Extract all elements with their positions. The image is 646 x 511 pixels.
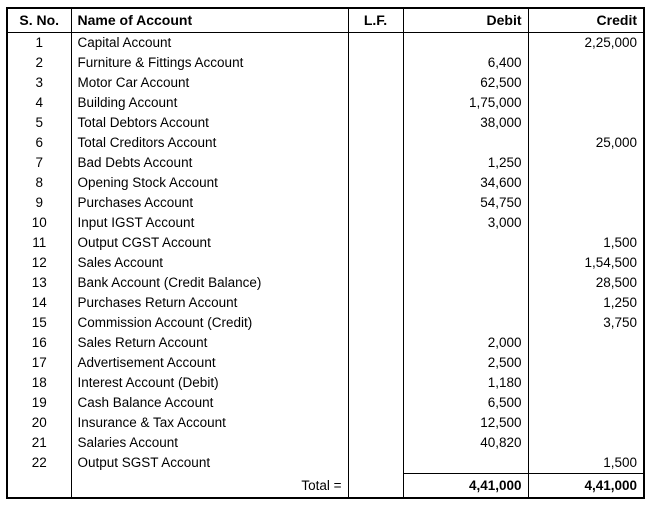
cell-lf xyxy=(348,373,403,393)
cell-credit xyxy=(528,73,644,93)
cell-account-name: Furniture & Fittings Account xyxy=(71,53,348,73)
cell-debit xyxy=(403,313,528,333)
cell-lf xyxy=(348,333,403,353)
table-row xyxy=(7,233,644,253)
cell-sno: 5 xyxy=(7,113,71,133)
cell-account-name: Bad Debts Account xyxy=(71,153,348,173)
cell-debit: 12,500 xyxy=(403,413,528,433)
cell-debit: 3,000 xyxy=(403,213,528,233)
table-row xyxy=(7,393,644,413)
table-row xyxy=(7,333,644,353)
cell-lf xyxy=(348,173,403,193)
cell-debit: 2,000 xyxy=(403,333,528,353)
cell-credit: 1,54,500 xyxy=(528,253,644,273)
table-row xyxy=(7,133,644,153)
cell-credit: 1,500 xyxy=(528,233,644,253)
cell-credit xyxy=(528,53,644,73)
table-row xyxy=(7,113,644,133)
cell-credit: 25,000 xyxy=(528,133,644,153)
cell-debit xyxy=(403,453,528,474)
cell-account-name: Sales Account xyxy=(71,253,348,273)
table-row xyxy=(7,53,644,73)
cell-account-name: Input IGST Account xyxy=(71,213,348,233)
cell-credit: 28,500 xyxy=(528,273,644,293)
cell-credit xyxy=(528,413,644,433)
table-row xyxy=(7,193,644,213)
cell-lf xyxy=(348,353,403,373)
cell-lf xyxy=(348,453,403,474)
cell-account-name: Motor Car Account xyxy=(71,73,348,93)
cell-sno: 6 xyxy=(7,133,71,153)
cell-debit xyxy=(403,293,528,313)
cell-credit: 3,750 xyxy=(528,313,644,333)
total-row xyxy=(7,474,644,499)
cell-sno: 16 xyxy=(7,333,71,353)
cell-lf xyxy=(348,193,403,213)
header-sno: S. No. xyxy=(7,8,71,33)
table-row xyxy=(7,373,644,393)
cell-sno: 8 xyxy=(7,173,71,193)
cell-debit: 2,500 xyxy=(403,353,528,373)
cell-debit xyxy=(403,133,528,153)
table-body xyxy=(7,33,644,474)
cell-sno: 18 xyxy=(7,373,71,393)
cell-sno: 10 xyxy=(7,213,71,233)
table-row xyxy=(7,33,644,54)
cell-account-name: Total Debtors Account xyxy=(71,113,348,133)
cell-account-name: Insurance & Tax Account xyxy=(71,413,348,433)
cell-lf xyxy=(348,153,403,173)
cell-debit: 34,600 xyxy=(403,173,528,193)
cell-debit: 6,400 xyxy=(403,53,528,73)
header-row xyxy=(7,8,644,33)
cell-debit xyxy=(403,233,528,253)
cell-sno: 2 xyxy=(7,53,71,73)
cell-lf xyxy=(348,73,403,93)
cell-account-name: Output CGST Account xyxy=(71,233,348,253)
cell-credit xyxy=(528,153,644,173)
cell-credit: 2,25,000 xyxy=(528,33,644,54)
table-header xyxy=(7,8,644,33)
cell-credit: 1,500 xyxy=(528,453,644,474)
cell-account-name: Commission Account (Credit) xyxy=(71,313,348,333)
table-row xyxy=(7,353,644,373)
cell-account-name: Bank Account (Credit Balance) xyxy=(71,273,348,293)
cell-account-name: Building Account xyxy=(71,93,348,113)
cell-lf xyxy=(348,313,403,333)
cell-account-name: Advertisement Account xyxy=(71,353,348,373)
cell-sno: 15 xyxy=(7,313,71,333)
table-row xyxy=(7,253,644,273)
cell-debit xyxy=(403,253,528,273)
cell-account-name: Salaries Account xyxy=(71,433,348,453)
cell-credit xyxy=(528,353,644,373)
cell-sno: 3 xyxy=(7,73,71,93)
header-debit: Debit xyxy=(403,8,528,33)
cell-sno: 12 xyxy=(7,253,71,273)
cell-lf xyxy=(348,53,403,73)
cell-credit xyxy=(528,93,644,113)
cell-sno: 19 xyxy=(7,393,71,413)
cell-account-name: Opening Stock Account xyxy=(71,173,348,193)
cell-lf xyxy=(348,213,403,233)
cell-sno: 14 xyxy=(7,293,71,313)
total-label: Total = xyxy=(71,474,348,499)
cell-lf xyxy=(348,393,403,413)
total-credit-value: 4,41,000 xyxy=(528,474,644,499)
cell-lf xyxy=(348,113,403,133)
cell-credit xyxy=(528,433,644,453)
cell-lf xyxy=(348,93,403,113)
cell-debit: 38,000 xyxy=(403,113,528,133)
cell-lf xyxy=(348,293,403,313)
cell-credit xyxy=(528,333,644,353)
cell-credit: 1,250 xyxy=(528,293,644,313)
cell-lf xyxy=(348,253,403,273)
table-row xyxy=(7,93,644,113)
cell-debit: 1,75,000 xyxy=(403,93,528,113)
table-row xyxy=(7,313,644,333)
cell-debit xyxy=(403,273,528,293)
cell-debit: 54,750 xyxy=(403,193,528,213)
cell-lf xyxy=(348,33,403,54)
cell-credit xyxy=(528,173,644,193)
cell-account-name: Cash Balance Account xyxy=(71,393,348,413)
cell-lf xyxy=(348,273,403,293)
table-row xyxy=(7,293,644,313)
cell-credit xyxy=(528,373,644,393)
table-row xyxy=(7,153,644,173)
cell-account-name: Sales Return Account xyxy=(71,333,348,353)
cell-sno: 20 xyxy=(7,413,71,433)
table-row xyxy=(7,273,644,293)
table-row xyxy=(7,73,644,93)
cell-sno: 9 xyxy=(7,193,71,213)
cell-debit: 6,500 xyxy=(403,393,528,413)
total-lf-cell xyxy=(348,474,403,499)
table-footer xyxy=(7,474,644,499)
total-sno-cell xyxy=(7,474,71,499)
cell-debit: 40,820 xyxy=(403,433,528,453)
table-row xyxy=(7,453,644,474)
header-lf: L.F. xyxy=(348,8,403,33)
cell-lf xyxy=(348,233,403,253)
table-row xyxy=(7,433,644,453)
trial-balance-table xyxy=(6,7,645,499)
cell-lf xyxy=(348,133,403,153)
header-name: Name of Account xyxy=(71,8,348,33)
total-debit-value: 4,41,000 xyxy=(403,474,528,499)
cell-credit xyxy=(528,113,644,133)
cell-account-name: Capital Account xyxy=(71,33,348,54)
header-credit: Credit xyxy=(528,8,644,33)
cell-account-name: Total Creditors Account xyxy=(71,133,348,153)
cell-sno: 4 xyxy=(7,93,71,113)
cell-sno: 17 xyxy=(7,353,71,373)
cell-sno: 22 xyxy=(7,453,71,474)
cell-debit: 62,500 xyxy=(403,73,528,93)
cell-account-name: Interest Account (Debit) xyxy=(71,373,348,393)
cell-lf xyxy=(348,433,403,453)
table-row xyxy=(7,413,644,433)
table-row xyxy=(7,173,644,193)
cell-credit xyxy=(528,193,644,213)
cell-sno: 13 xyxy=(7,273,71,293)
cell-account-name: Purchases Account xyxy=(71,193,348,213)
cell-debit xyxy=(403,33,528,54)
cell-debit: 1,250 xyxy=(403,153,528,173)
cell-account-name: Purchases Return Account xyxy=(71,293,348,313)
cell-lf xyxy=(348,413,403,433)
cell-account-name: Output SGST Account xyxy=(71,453,348,474)
cell-sno: 11 xyxy=(7,233,71,253)
cell-debit: 1,180 xyxy=(403,373,528,393)
cell-credit xyxy=(528,213,644,233)
cell-sno: 1 xyxy=(7,33,71,54)
cell-sno: 7 xyxy=(7,153,71,173)
table-row xyxy=(7,213,644,233)
cell-credit xyxy=(528,393,644,413)
cell-sno: 21 xyxy=(7,433,71,453)
